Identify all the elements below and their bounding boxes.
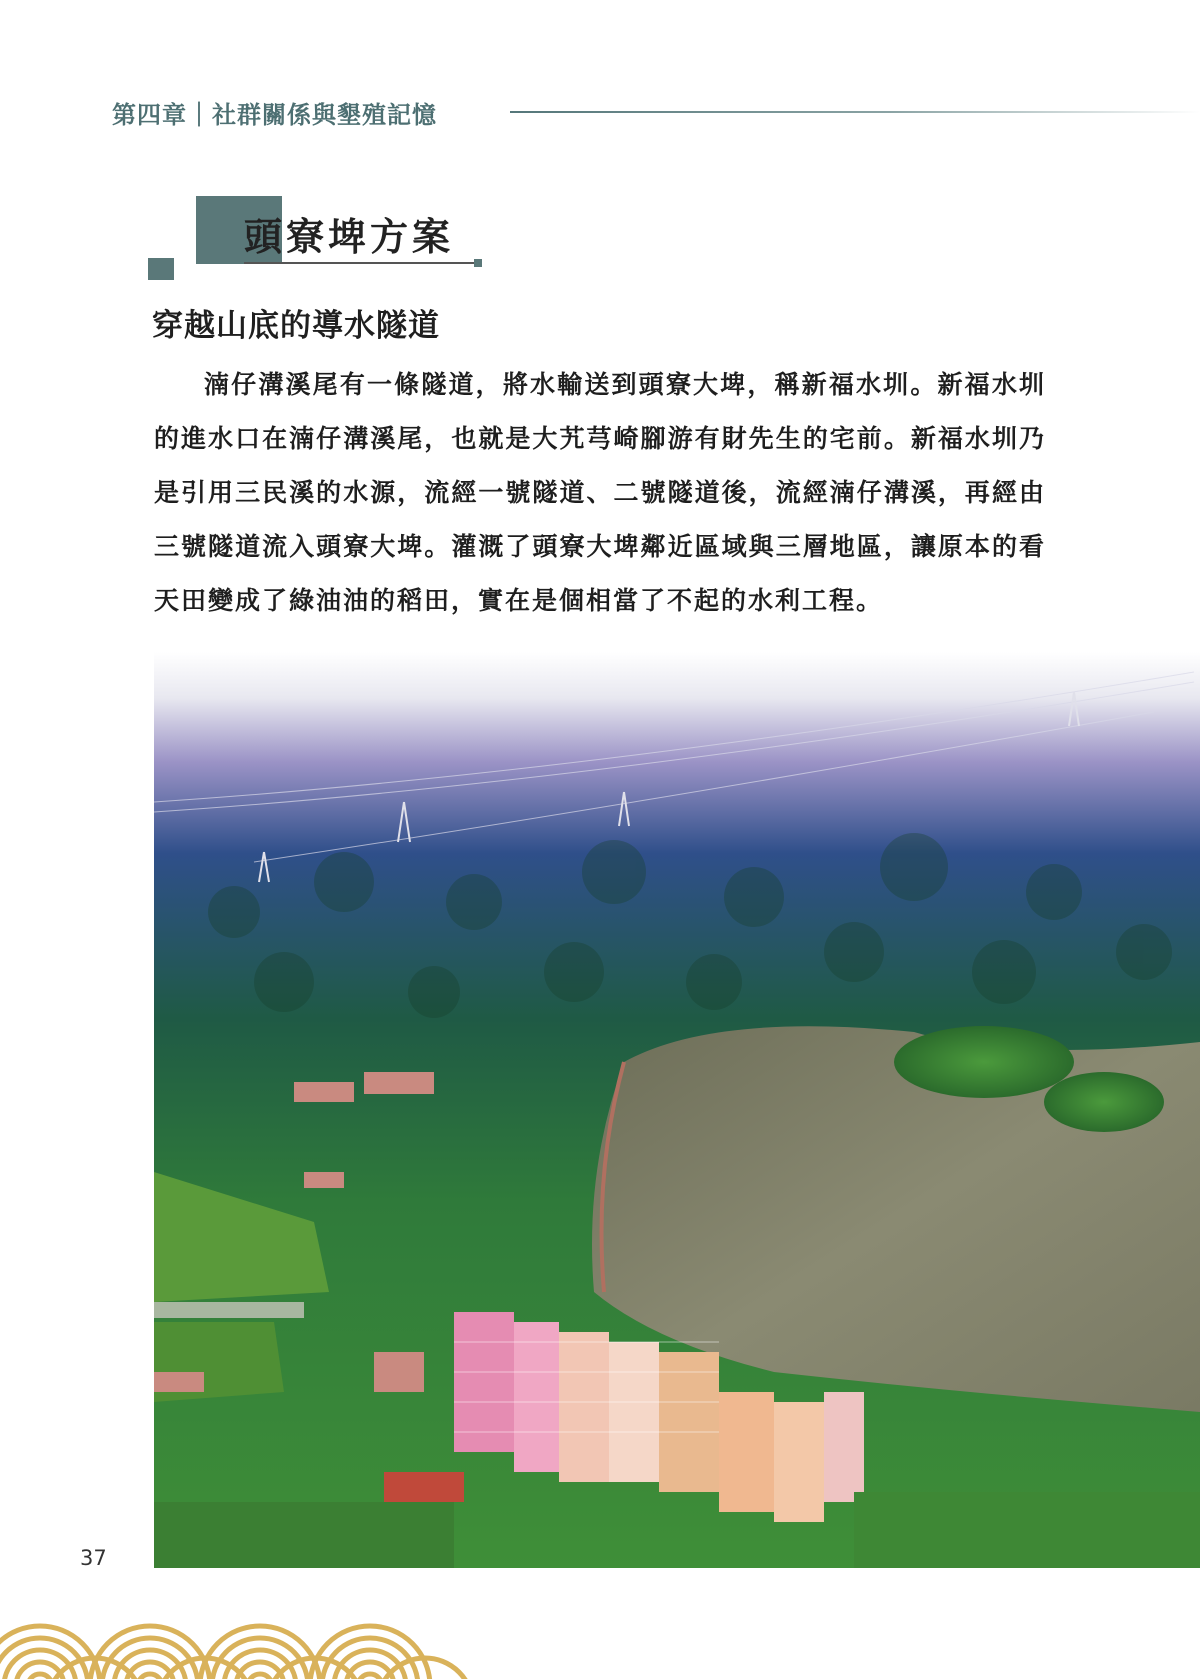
subheading: 穿越山底的導水隧道 [152, 308, 440, 344]
aerial-photo [154, 652, 1200, 1568]
aerial-photo-illustration [154, 652, 1200, 1568]
page-number: 37 [80, 1546, 107, 1570]
body-text [154, 358, 1046, 628]
section-title-underline [244, 262, 480, 264]
wave-decoration [0, 1596, 470, 1679]
chapter-header [112, 92, 437, 132]
body-paragraph: 湳仔溝溪尾有一條隧道，將水輸送到頭寮大埤，稱新福水圳。新福水圳的進水口在湳仔溝溪尾，也就是大艽芎崎腳游有財先生的宅前。新福水圳乃是引用三民溪的水源，流經一號隧道、二號隧道後，流經湳仔溝溪，再經由三號隧道流入頭寮大埤。灌溉了頭寮大埤鄰近區域與三層地區，讓原本的看天田變成了綠油油的稻田，實在是個相當了不起的水利工程。 [154, 370, 1046, 615]
section-title-underline-marker [474, 259, 482, 267]
chapter-rule [510, 111, 1200, 113]
wave-pattern-icon [0, 1596, 470, 1679]
chapter-title: 第四章｜社群關係與墾殖記憶 [112, 100, 437, 129]
section-title: 頭寮埤方案 [244, 214, 455, 259]
